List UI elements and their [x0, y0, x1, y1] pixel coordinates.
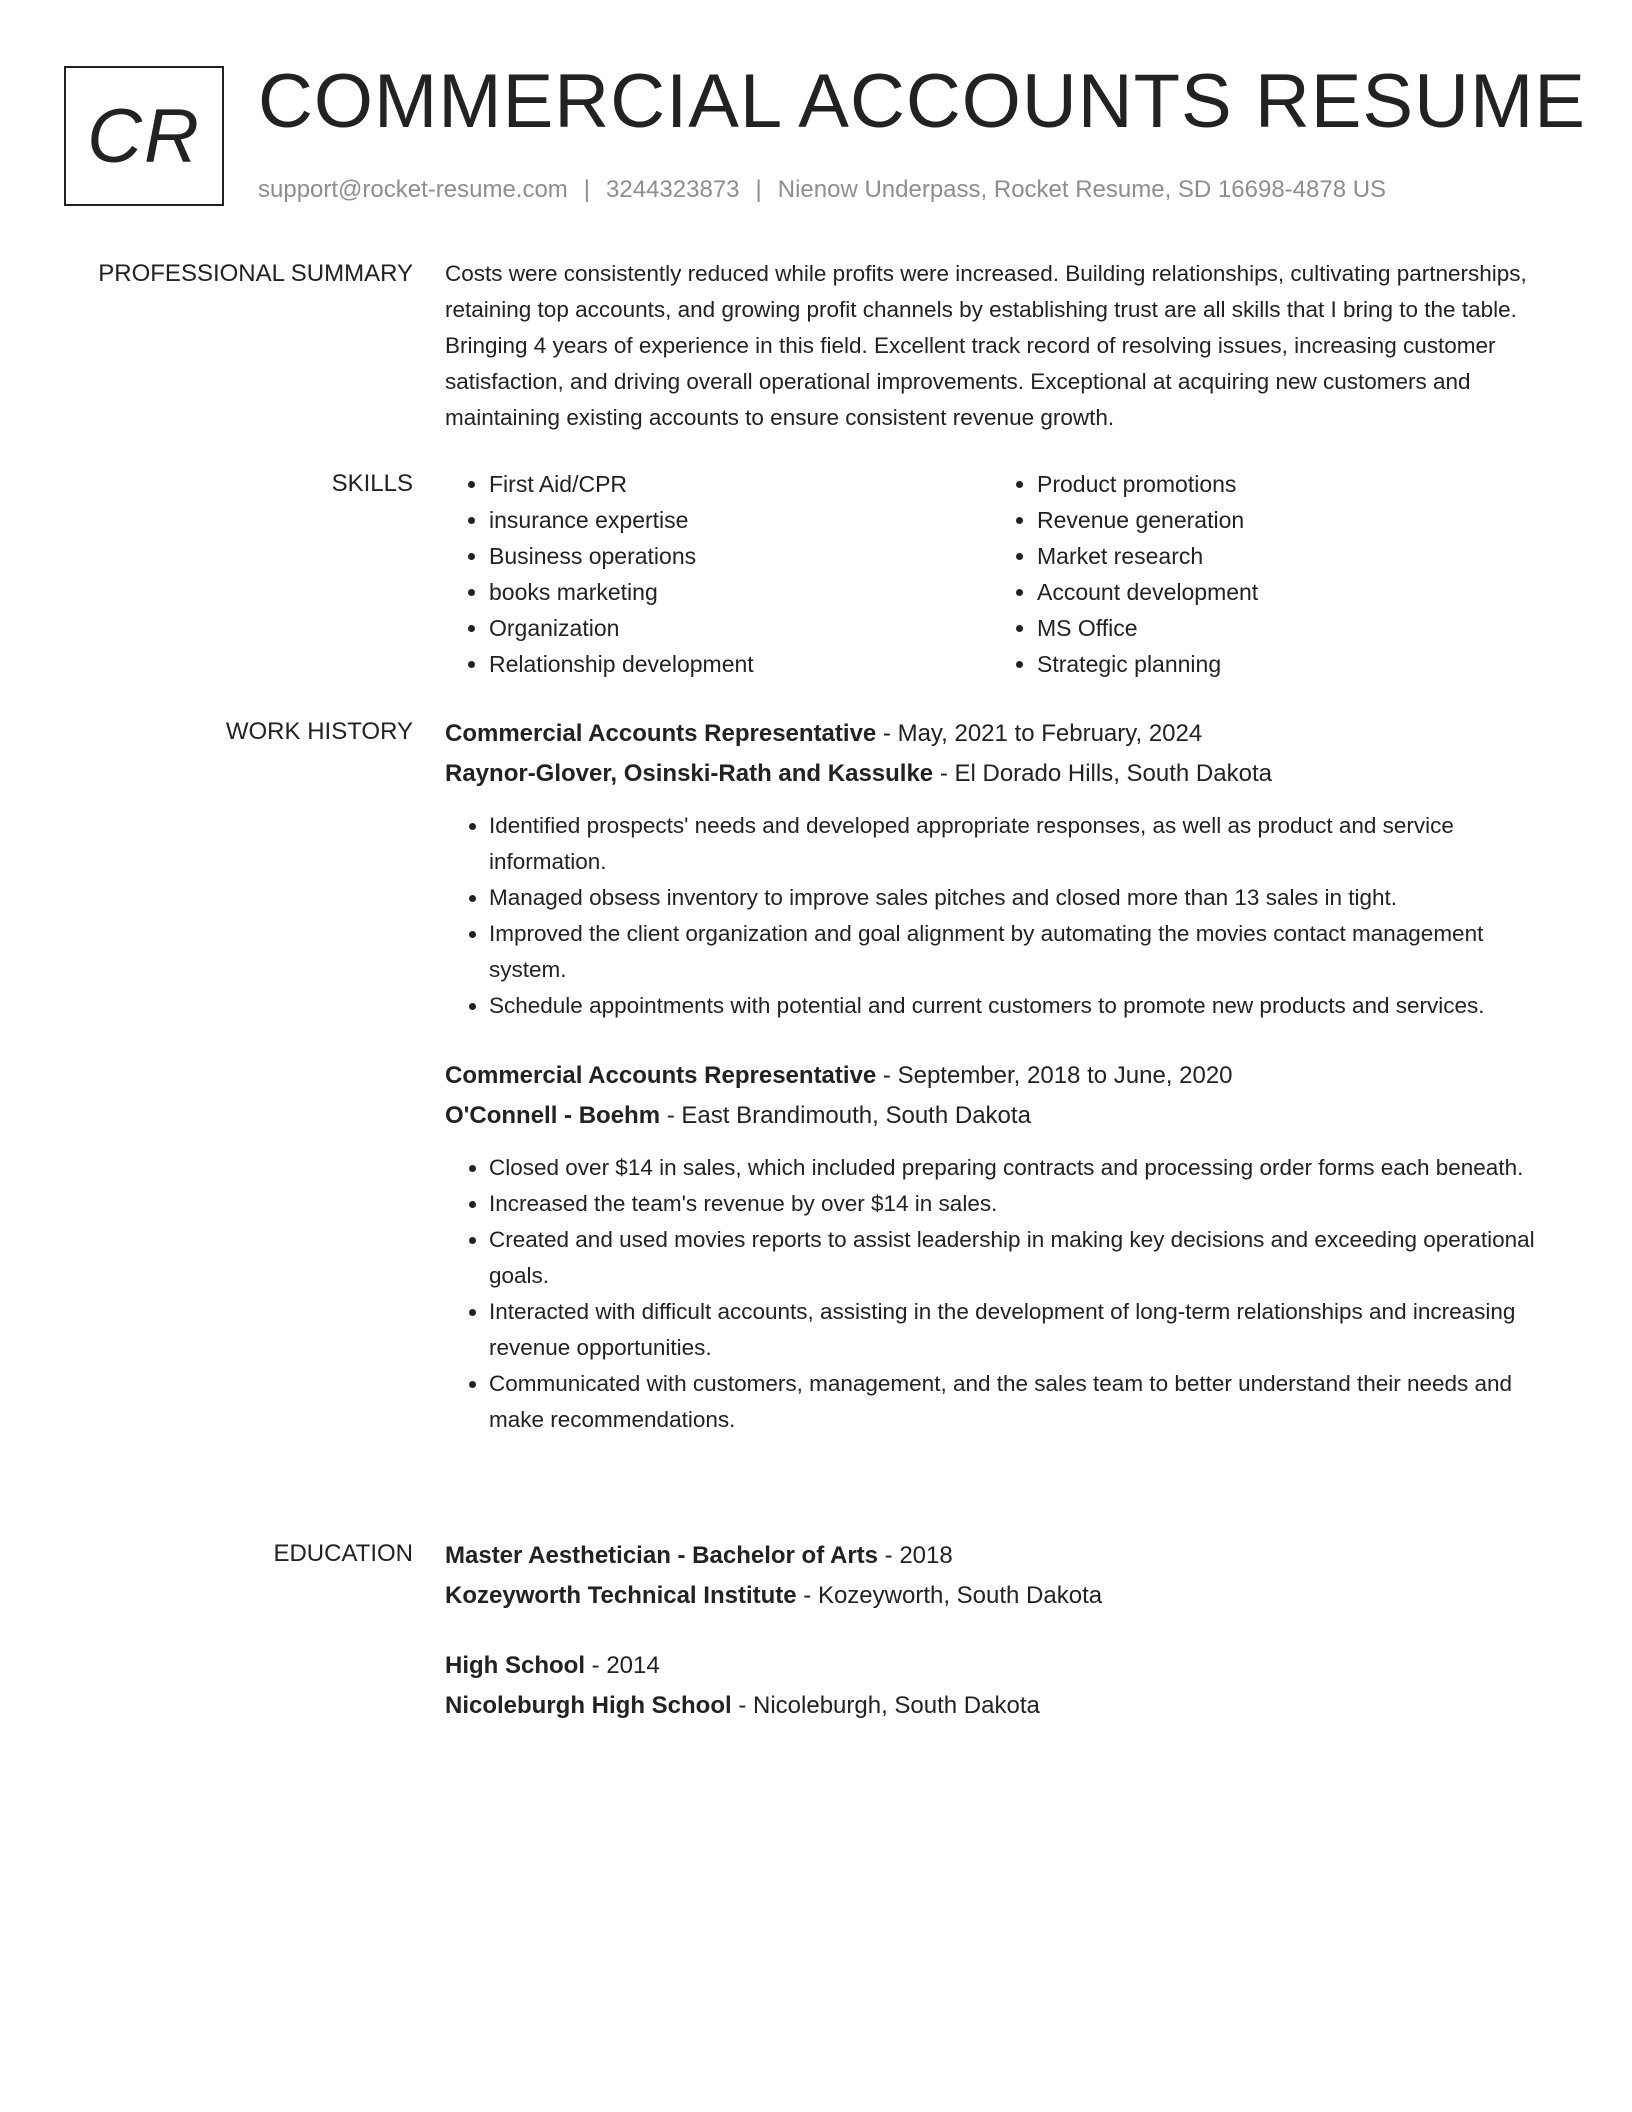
job-title: Commercial Accounts Representative: [445, 720, 877, 747]
degree-year: - 2018: [878, 1542, 953, 1569]
job-company-line: [445, 754, 1555, 794]
education-entry: [445, 1646, 1555, 1726]
school-name: Nicoleburgh High School: [445, 1692, 732, 1719]
job-location: - East Brandimouth, South Dakota: [660, 1102, 1031, 1129]
contact-separator: |: [583, 176, 591, 203]
degree-line: [445, 1536, 1555, 1576]
job-bullet: • Improved the client organization and goal alignment by automating the movies contact management system.: [489, 916, 1555, 988]
skill-item: • MS Office: [1037, 610, 1541, 646]
job-bullet: • Identified prospects' needs and developed appropriate responses, as well as product and service information.: [489, 808, 1555, 880]
job-dates: - September, 2018 to June, 2020: [876, 1062, 1233, 1089]
degree-name: Master Aesthetician - Bachelor of Arts: [445, 1542, 878, 1569]
job-location: - El Dorado Hills, South Dakota: [933, 760, 1272, 787]
job-title-line: [445, 714, 1555, 754]
skill-item: • Account development: [1037, 574, 1541, 610]
skill-item: • Organization: [489, 610, 993, 646]
skill-item: • Relationship development: [489, 646, 993, 682]
school-line: [445, 1576, 1555, 1616]
job-entry: [445, 714, 1555, 1024]
skill-item: • books marketing: [489, 574, 993, 610]
resume-title: COMMERCIAL ACCOUNTS RESUME: [258, 59, 1586, 144]
skill-item: • Business operations: [489, 538, 993, 574]
job-bullet: • Schedule appointments with potential and current customers to promote new products and services.: [489, 988, 1555, 1024]
section-label-skills: SKILLS: [331, 470, 413, 497]
monogram: CR: [64, 66, 224, 206]
section-label-summary: PROFESSIONAL SUMMARY: [98, 260, 413, 287]
job-bullets: [445, 1150, 1555, 1438]
summary-text: Costs were consistently reduced while profits were increased. Building relationships, cultivating partnerships, retaining top accounts, and growing profit channels by establishing trust are all skills that I bring to the table. Bringing 4 years of experience in this field. Excellent track record of resolving issues, increasing customer satisfaction, and driving overall operational improvements. Exceptional at acquiring new customers and maintaining existing accounts to ensure consistent revenue growth.: [445, 261, 1527, 430]
job-company: O'Connell - Boehm: [445, 1102, 661, 1129]
skill-item: • insurance expertise: [489, 502, 993, 538]
job-bullet: • Communicated with customers, management, and the sales team to better understand their needs and make recommendations.: [489, 1366, 1555, 1438]
skills-column-left: [445, 466, 993, 682]
job-bullet: • Interacted with difficult accounts, assisting in the development of long-term relationships and increasing revenue opportunities.: [489, 1294, 1555, 1366]
job-bullet: • Managed obsess inventory to improve sales pitches and closed more than 13 sales in tight.: [489, 880, 1555, 916]
job-title: Commercial Accounts Representative: [445, 1062, 877, 1089]
education-entry: [445, 1536, 1555, 1616]
skill-item: • First Aid/CPR: [489, 466, 993, 502]
degree-name: High School: [445, 1652, 585, 1679]
school-location: - Kozeyworth, South Dakota: [796, 1582, 1103, 1609]
job-bullet: • Increased the team's revenue by over $14 in sales.: [489, 1186, 1555, 1222]
contact-line: [258, 174, 1386, 206]
job-entry: [445, 1056, 1555, 1438]
skills-column-right: [993, 466, 1541, 682]
contact-address: Nienow Underpass, Rocket Resume, SD 16698-4878 US: [777, 176, 1387, 203]
job-title-line: [445, 1056, 1555, 1096]
school-line: [445, 1686, 1555, 1726]
degree-year: - 2014: [585, 1652, 660, 1679]
job-company-line: [445, 1096, 1555, 1136]
skill-item: • Product promotions: [1037, 466, 1541, 502]
contact-phone[interactable]: 3244323873: [606, 176, 740, 203]
section-label-work: WORK HISTORY: [225, 718, 413, 745]
degree-line: [445, 1646, 1555, 1686]
job-dates: - May, 2021 to February, 2024: [876, 720, 1203, 747]
section-label-education: EDUCATION: [273, 1540, 413, 1567]
job-company: Raynor-Glover, Osinski-Rath and Kassulke: [445, 760, 934, 787]
job-bullet: • Closed over $14 in sales, which included preparing contracts and processing order forms each beneath.: [489, 1150, 1555, 1186]
school-location: - Nicoleburgh, South Dakota: [731, 1692, 1040, 1719]
skill-item: • Strategic planning: [1037, 646, 1541, 682]
skill-item: • Revenue generation: [1037, 502, 1541, 538]
school-name: Kozeyworth Technical Institute: [445, 1582, 797, 1609]
job-bullets: [445, 808, 1555, 1024]
contact-email[interactable]: support@rocket-resume.com: [258, 176, 568, 203]
job-bullet: • Created and used movies reports to assist leadership in making key decisions and exceeding operational goals.: [489, 1222, 1555, 1294]
contact-separator: |: [755, 176, 762, 203]
skill-item: • Market research: [1037, 538, 1541, 574]
skills-list: [445, 466, 1555, 682]
